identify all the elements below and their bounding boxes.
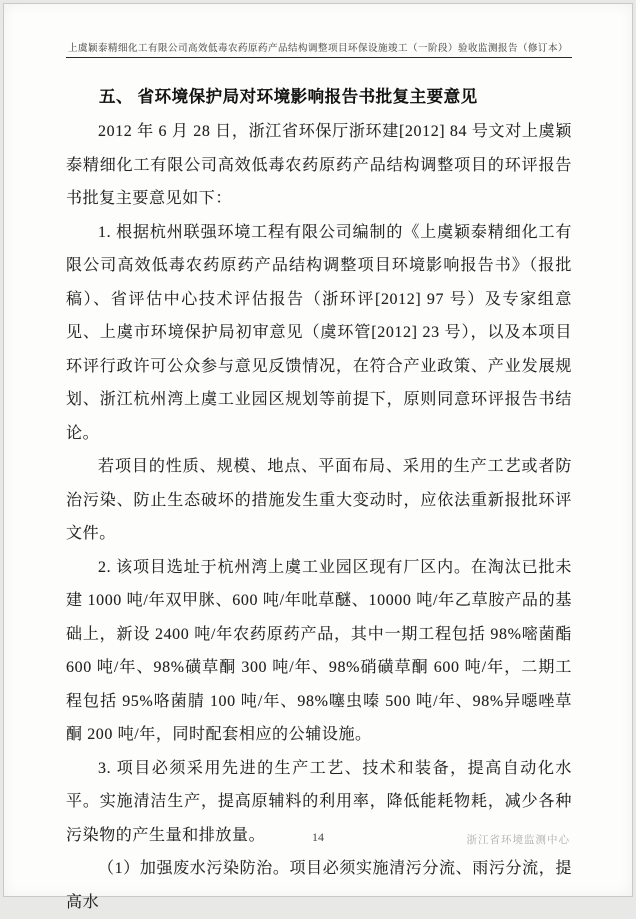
page-footer	[4, 830, 632, 848]
section-heading: 五、 省环境保护局对环境影响报告书批复主要意见	[99, 87, 478, 106]
document-page	[4, 4, 632, 911]
header-divider	[66, 57, 572, 58]
document-body	[66, 80, 572, 919]
paragraph: 若项目的性质、规模、地点、平面布局、采用的生产工艺或者防治污染、防止生态破坏的措施发生重大变动时，应依法重新报批环评文件。	[66, 458, 572, 542]
paragraph: 2012 年 6 月 28 日，浙江省环保厅浙环建[2012] 84 号文对上虞颖泰精细化工有限公司高效低毒农药原药产品结构调整项目的环评报告书批复主要意见如下：	[66, 123, 572, 207]
running-header: 上虞颖泰精细化工有限公司高效低毒农药原药产品结构调整项目环保设施竣工（一阶段）验收监测报告（修订本）	[67, 44, 568, 54]
paragraph: 2. 该项目选址于杭州湾上虞工业园区现有厂区内。在淘汰已批未建 1000 吨/年双甲脒、600 吨/年吡草醚、10000 吨/年乙草胺产品的基础上，新设 2400 吨/年农药原药产品，其中一期工程包括 98%嘧菌酯 600 吨/年、98%磺草酮 300 吨/年、98%硝磺草酮 600 吨/年，二期工程包括 95%咯菌腈 100 吨/年、98%噻虫嗪 500 吨/年、98%异噁唑草酮 200 吨/年，同时配套相应的公辅设施。	[66, 558, 572, 743]
paragraph: 3. 项目必须采用先进的生产工艺、技术和装备，提高自动化水平。实施清洁生产，提高原辅料的利用率，降低能耗物耗，减少各种污染物的产生量和排放量。	[66, 759, 572, 844]
footer-watermark: 浙江省环境监测中心	[466, 835, 570, 846]
paragraph: 1. 根据杭州联强环境工程有限公司编制的《上虞颖泰精细化工有限公司高效低毒农药原药产品结构调整项目环境影响报告书》（报批稿）、省评估中心技术评估报告（浙环评[2012] 97 号）及专家组意见、上虞市环境保护局初审意见（虞环管[2012] 23 号），以及本项目环评行政许可公众参与意见反馈情况，在符合产业政策、产业发展规划、浙江杭州湾上虞工业园区规划等前提下，原则同意环评报告书结论。	[66, 223, 572, 442]
page-number: 14	[312, 830, 324, 844]
paragraph: （1）加强废水污染防治。项目必须实施清污分流、雨污分流，提高水	[66, 860, 572, 911]
